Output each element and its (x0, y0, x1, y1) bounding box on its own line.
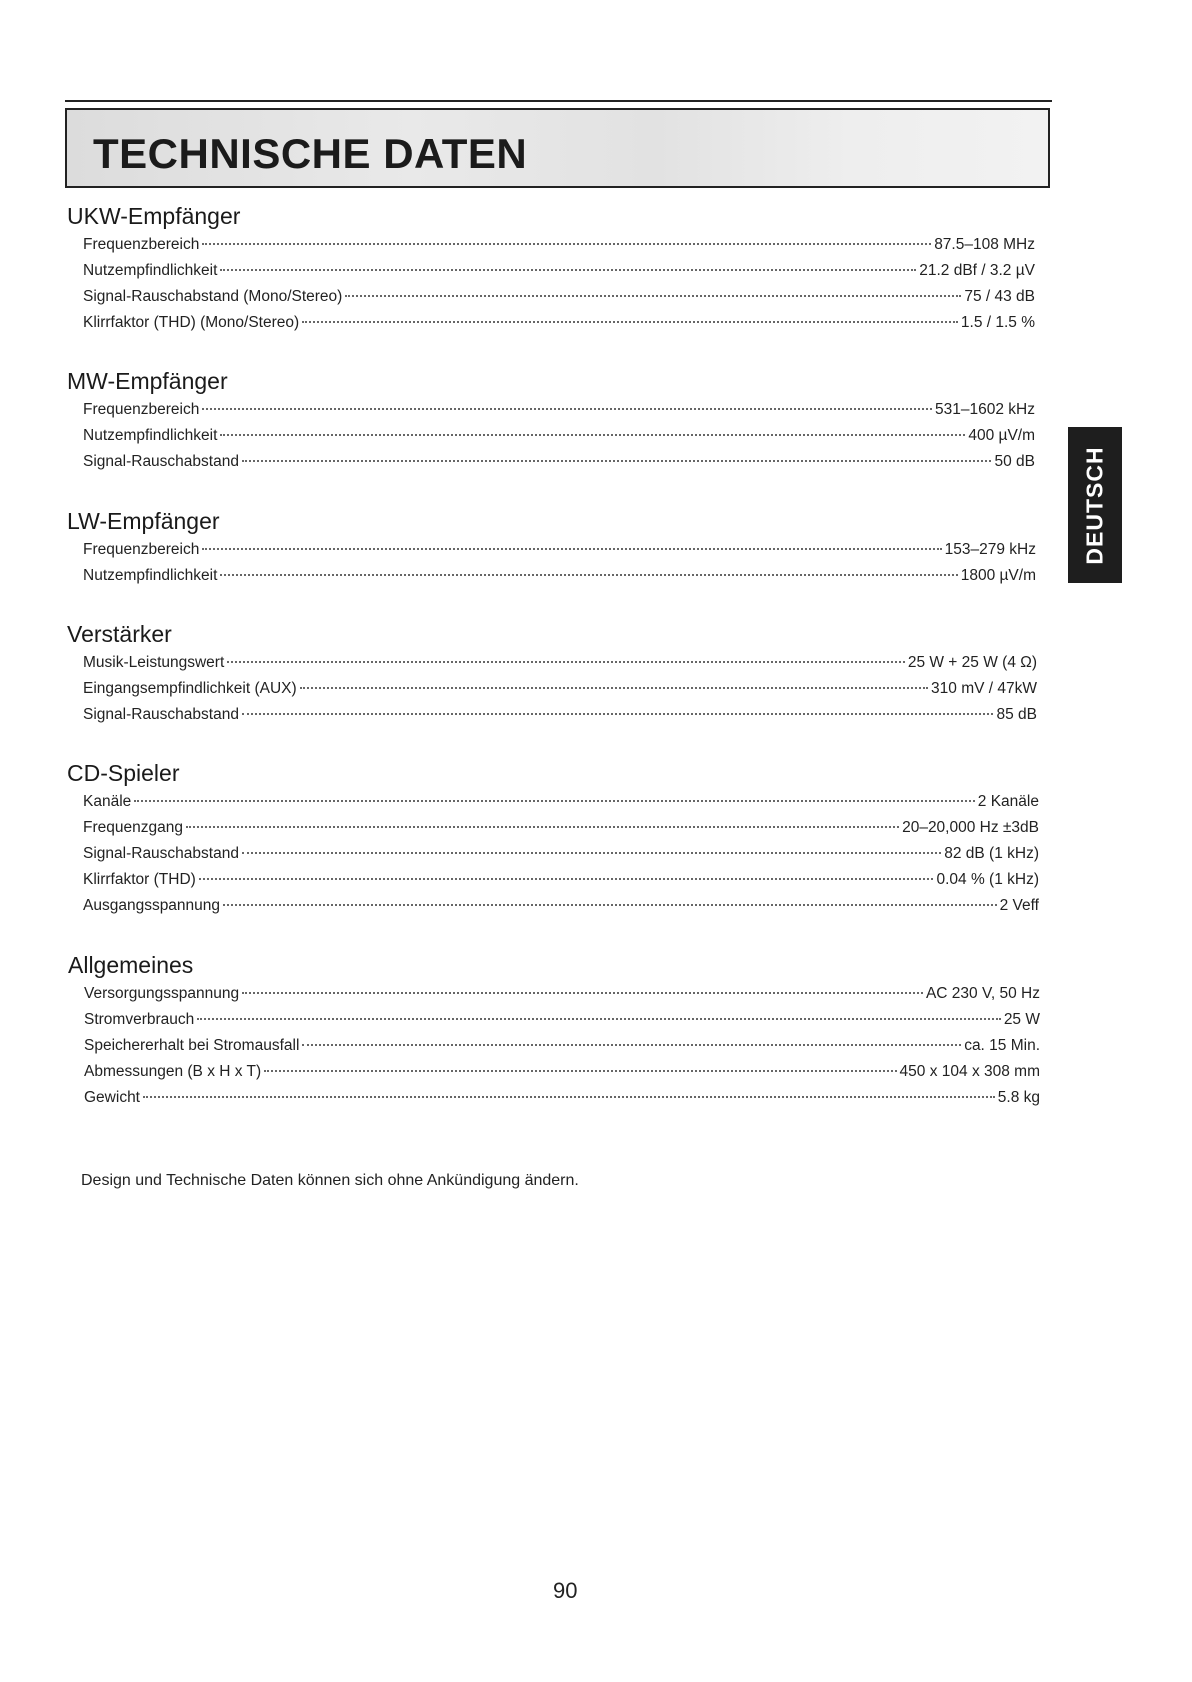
dot-leader (197, 1018, 1001, 1020)
language-tab (1068, 427, 1122, 583)
spec-label: Frequenzbereich (83, 401, 200, 418)
dot-leader (202, 243, 931, 245)
spec-value: 1800 µV/m (960, 567, 1036, 584)
spec-value: 400 µV/m (968, 427, 1035, 444)
spec-label: Frequenzbereich (83, 541, 200, 558)
spec-row (83, 453, 1035, 479)
spec-value: 450 x 104 x 308 mm (899, 1063, 1040, 1080)
dot-leader (242, 852, 941, 854)
spec-label: Frequenzgang (83, 819, 183, 836)
spec-value: 25 W (1003, 1011, 1040, 1028)
spec-label: Signal-Rauschabstand (Mono/Stereo) (83, 288, 343, 305)
spec-row (84, 1089, 1040, 1115)
spec-label: Ausgangsspannung (83, 897, 221, 914)
spec-row (84, 985, 1040, 1011)
spec-row (83, 567, 1036, 593)
spec-value: 310 mV / 47kW (931, 680, 1037, 697)
spec-row (83, 845, 1039, 871)
spec-row (83, 897, 1039, 923)
spec-value: 5.8 kg (997, 1089, 1040, 1106)
spec-value: 2 Veff (999, 897, 1039, 914)
title-banner (65, 108, 1050, 188)
section-allgemeines (68, 952, 1040, 1115)
spec-value: 531–1602 kHz (935, 401, 1035, 418)
section-mw (67, 368, 1035, 479)
section-lw (67, 508, 1036, 593)
dot-leader (242, 713, 994, 715)
spec-label: Klirrfaktor (THD) (Mono/Stereo) (83, 314, 300, 331)
spec-label: Eingangsempfindlichkeit (AUX) (83, 680, 297, 697)
spec-label: Nutzempfindlichkeit (83, 262, 218, 279)
spec-value: 87.5–108 MHz (934, 236, 1035, 253)
dot-leader (220, 434, 965, 436)
spec-row (83, 706, 1037, 732)
spec-label: Signal-Rauschabstand (83, 706, 239, 723)
dot-leader (220, 574, 957, 576)
dot-leader (264, 1070, 896, 1072)
section-heading: MW-Empfänger (67, 368, 228, 394)
spec-value: 82 dB (1 kHz) (944, 845, 1039, 862)
spec-value: 85 dB (996, 706, 1037, 723)
spec-value: 21.2 dBf / 3.2 µV (919, 262, 1035, 279)
spec-value: ca. 15 Min. (964, 1037, 1040, 1054)
spec-row (83, 288, 1035, 314)
spec-value: 1.5 / 1.5 % (960, 314, 1035, 331)
spec-row (83, 680, 1037, 706)
spec-value: 25 W + 25 W (4 Ω) (907, 654, 1037, 671)
dot-leader (242, 460, 992, 462)
dot-leader (302, 1044, 961, 1046)
spec-row (83, 819, 1039, 845)
spec-value: 2 Kanäle (977, 793, 1039, 810)
spec-label: Klirrfaktor (THD) (83, 871, 196, 888)
spec-value: 153–279 kHz (944, 541, 1036, 558)
spec-row (83, 262, 1035, 288)
dot-leader (134, 800, 975, 802)
dot-leader (223, 904, 997, 906)
spec-value: 20–20,000 Hz ±3dB (902, 819, 1039, 836)
spec-row (84, 1037, 1040, 1063)
section-heading: Allgemeines (68, 952, 194, 978)
section-heading: Verstärker (67, 621, 172, 647)
spec-row (83, 401, 1035, 427)
spec-label: Speichererhalt bei Stromausfall (84, 1037, 300, 1054)
spec-label: Frequenzbereich (83, 236, 200, 253)
dot-leader (302, 321, 958, 323)
spec-value: 75 / 43 dB (964, 288, 1035, 305)
page-number: 90 (553, 1578, 578, 1603)
spec-row (83, 314, 1035, 340)
spec-value: 50 dB (994, 453, 1035, 470)
section-heading: UKW-Empfänger (67, 203, 241, 229)
dot-leader (345, 295, 961, 297)
spec-row (83, 793, 1039, 819)
spec-row (83, 427, 1035, 453)
spec-label: Abmessungen (B x H x T) (84, 1063, 262, 1080)
section-ukw (67, 203, 1035, 340)
spec-value: 0.04 % (1 kHz) (936, 871, 1039, 888)
spec-value: AC 230 V, 50 Hz (925, 985, 1040, 1002)
spec-label: Versorgungsspannung (84, 985, 240, 1002)
spec-label: Kanäle (83, 793, 132, 810)
page-title: TECHNISCHE DATEN (93, 130, 528, 177)
dot-leader (202, 548, 941, 550)
language-tab-label: DEUTSCH (1081, 445, 1108, 565)
spec-row (84, 1063, 1040, 1089)
spec-label: Musik-Leistungswert (83, 654, 225, 671)
spec-label: Nutzempfindlichkeit (83, 567, 218, 584)
dot-leader (186, 826, 899, 828)
dot-leader (227, 661, 905, 663)
spec-row (83, 541, 1036, 567)
section-heading: LW-Empfänger (67, 508, 220, 534)
spec-label: Signal-Rauschabstand (83, 845, 239, 862)
disclaimer-note: Design und Technische Daten können sich ohne Ankündigung ändern. (81, 1172, 579, 1189)
dot-leader (199, 878, 934, 880)
dot-leader (300, 687, 928, 689)
spec-label: Nutzempfindlichkeit (83, 427, 218, 444)
spec-row (83, 871, 1039, 897)
dot-leader (202, 408, 932, 410)
dot-leader (220, 269, 916, 271)
section-cd-spieler (67, 760, 1039, 923)
section-verstaerker (67, 621, 1037, 732)
spec-label: Stromverbrauch (84, 1011, 195, 1028)
spec-row (83, 654, 1037, 680)
spec-row (83, 236, 1035, 262)
spec-label: Gewicht (84, 1089, 140, 1106)
dot-leader (242, 992, 923, 994)
section-heading: CD-Spieler (67, 760, 180, 786)
spec-row (84, 1011, 1040, 1037)
dot-leader (143, 1096, 995, 1098)
spec-label: Signal-Rauschabstand (83, 453, 239, 470)
